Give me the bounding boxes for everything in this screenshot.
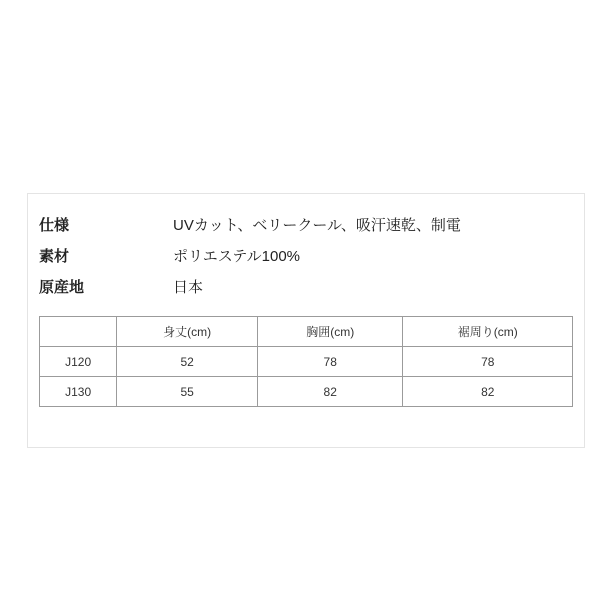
product-spec-panel [27, 193, 585, 448]
value-cell: 52 [117, 347, 258, 377]
spec-label: 素材 [39, 248, 70, 265]
spec-row-sozai [39, 241, 573, 272]
value-cell: 82 [403, 377, 573, 407]
spec-label: 原産地 [39, 279, 85, 296]
value-cell: 78 [403, 347, 573, 377]
spec-value: ポリエステル100% [173, 248, 301, 265]
value-cell: 55 [117, 377, 258, 407]
spec-row-gensanchi [39, 272, 573, 303]
table-row-j120 [40, 347, 573, 377]
spec-row-shiyou [39, 210, 573, 241]
size-table-header-kyoui: 胸囲(cm) [257, 317, 403, 347]
size-table-header-mitake: 身丈(cm) [117, 317, 258, 347]
size-table [39, 316, 573, 407]
size-cell: J120 [40, 347, 117, 377]
spec-list [39, 210, 573, 303]
size-table-header-blank [40, 317, 117, 347]
table-row-j130 [40, 377, 573, 407]
size-table-header-susomawari: 裾周り(cm) [403, 317, 573, 347]
spec-label: 仕様 [39, 217, 70, 234]
size-table-header-row [40, 317, 573, 347]
spec-value: UVカット、ベリークール、吸汗速乾、制電 [173, 217, 461, 234]
value-cell: 78 [257, 347, 403, 377]
size-cell: J130 [40, 377, 117, 407]
value-cell: 82 [257, 377, 403, 407]
spec-value: 日本 [173, 279, 204, 296]
